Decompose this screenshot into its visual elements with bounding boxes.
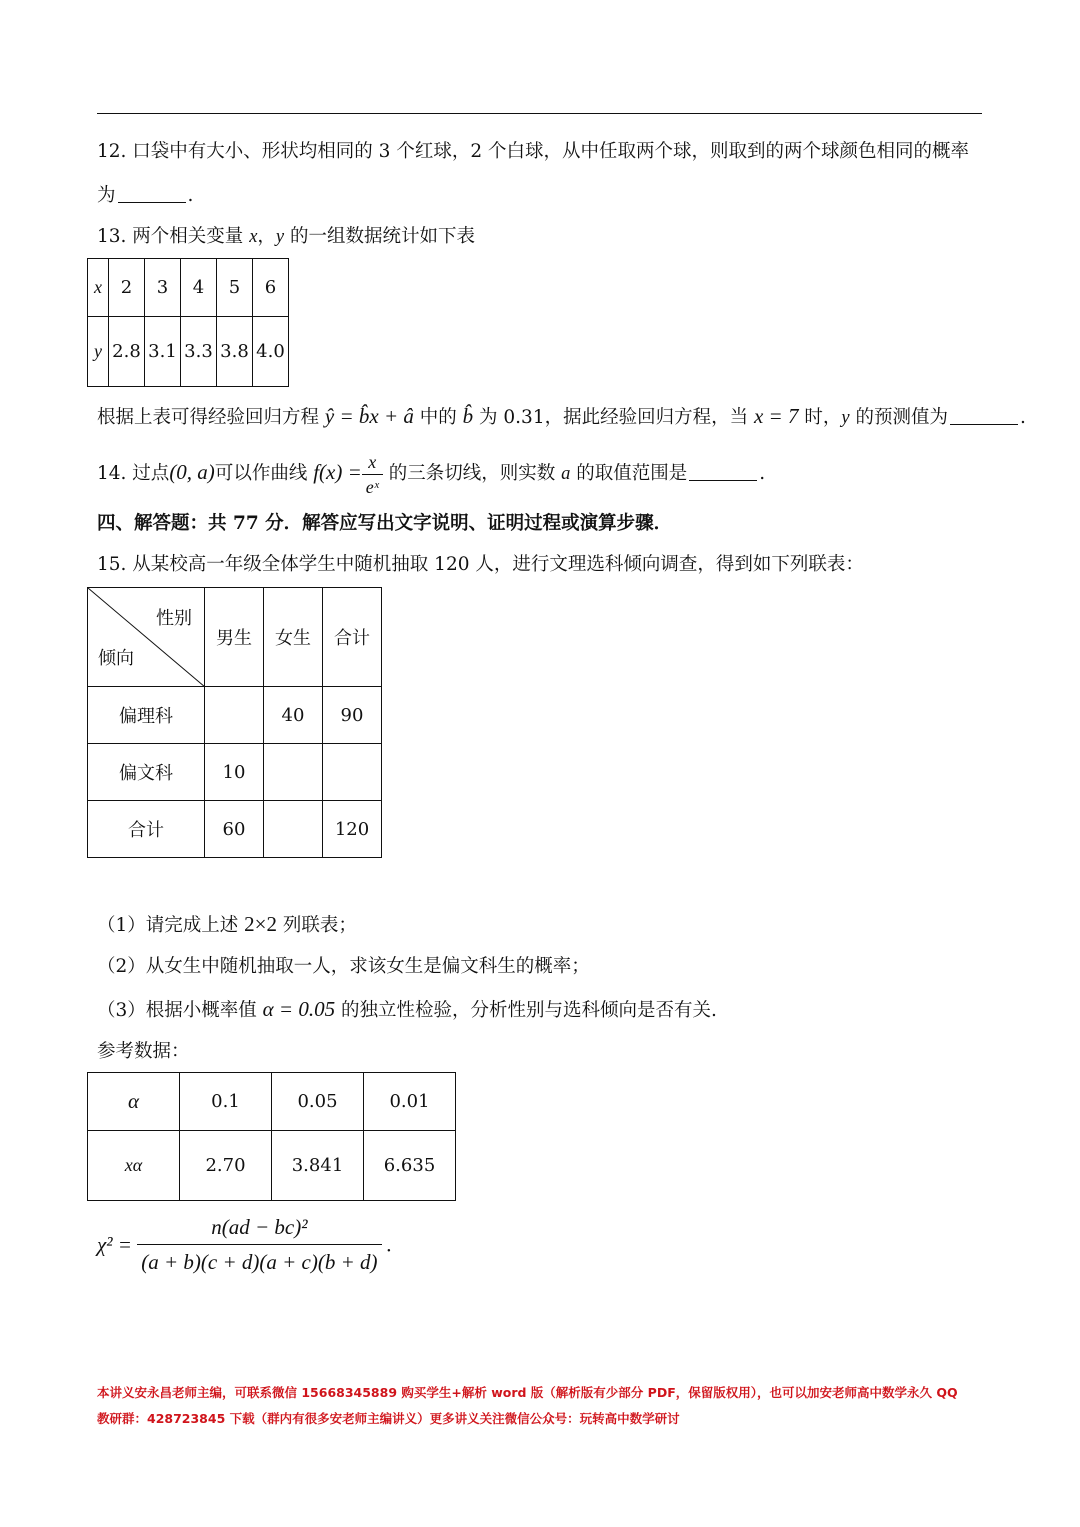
table-row-x xyxy=(88,259,289,317)
function-fraction xyxy=(362,452,383,497)
chi-square-formula xyxy=(97,1212,392,1277)
reference-table xyxy=(87,1072,456,1201)
table-cell: y xyxy=(88,317,109,387)
q13-text: 根据上表可得经验回归方程 xyxy=(97,407,325,428)
table-cell: 10 xyxy=(205,744,264,801)
sub1-text: 列联表； xyxy=(277,915,357,936)
regression-equation: ŷ = b̂x + â xyxy=(324,404,414,428)
table-row xyxy=(88,687,382,744)
q13-text: 中的 xyxy=(413,407,463,428)
reference-label: 参考数据： xyxy=(97,1041,190,1062)
q13-text: 的预测值为 xyxy=(849,407,948,428)
table-cell: 3.8 xyxy=(217,317,253,387)
table-row-y xyxy=(88,317,289,387)
q13-data-table xyxy=(87,258,289,387)
table-corner-cell xyxy=(88,588,205,687)
q14-question xyxy=(97,450,765,497)
table-cell: 2 xyxy=(109,259,145,317)
table-cell: 90 xyxy=(323,687,382,744)
row-label: 偏文科 xyxy=(88,744,205,801)
sub3-text: （3）根据小概率值 xyxy=(97,1000,263,1021)
answer-blank xyxy=(950,406,1018,425)
footer-line1: 本讲义安永昌老师主编，可联系微信 15668345889 购买学生+解析 word 版（解析版有少部分 PDF，保留版权用），也可以加安老师高中数学永久 QQ xyxy=(97,1385,958,1400)
q13-text: 为 0.31，据此经验回归方程，当 xyxy=(473,407,754,428)
header-rule xyxy=(97,113,982,114)
table-cell: 6 xyxy=(253,259,289,317)
table-cell: 3.1 xyxy=(145,317,181,387)
q13-intro xyxy=(97,225,475,249)
corner-label-top: 性别 xyxy=(156,608,192,629)
alpha-value: α = 0.05 xyxy=(262,997,336,1021)
table-cell: 5 xyxy=(217,259,253,317)
row-label: 合计 xyxy=(88,801,205,858)
table-cell xyxy=(205,687,264,744)
table-row xyxy=(88,744,382,801)
table-cell: 0.05 xyxy=(272,1073,364,1131)
q14-text: 14. 过点 xyxy=(97,463,170,484)
table-cell: 0.01 xyxy=(364,1073,456,1131)
formula-lhs: χ² = xyxy=(97,1232,132,1257)
table-cell: 4.0 xyxy=(253,317,289,387)
table-header-row xyxy=(88,588,382,687)
q13-intro-rest: 的一组数据统计如下表 xyxy=(284,226,476,247)
var-x: x xyxy=(249,227,258,247)
sub1-text: （1）请完成上述 xyxy=(97,915,245,936)
q15-intro: 15. 从某校高一年级全体学生中随机抽取 120 人，进行文理选科倾向调查，得到如下列联表： xyxy=(97,554,864,575)
row-label: 偏理科 xyxy=(88,687,205,744)
table-cell xyxy=(323,744,382,801)
table-row-alpha xyxy=(88,1073,456,1131)
table-cell: xα xyxy=(88,1131,180,1201)
fraction-denominator: eˣ xyxy=(362,474,383,497)
table-cell: 2.70 xyxy=(180,1131,272,1201)
table-cell xyxy=(264,801,323,858)
table-header: 女生 xyxy=(264,588,323,687)
q13-text: 时， xyxy=(798,407,842,428)
table-header: 合计 xyxy=(323,588,382,687)
diagonal-line xyxy=(88,588,205,687)
answer-blank xyxy=(118,184,186,203)
table-cell xyxy=(264,744,323,801)
sub3-text: 的独立性检验，分析性别与选科倾向是否有关. xyxy=(335,1000,717,1021)
formula-denominator: (a + b)(c + d)(a + c)(b + d) xyxy=(137,1244,381,1277)
section-heading: 四、解答题：共 77 分．解答应写出文字说明、证明过程或演算步骤． xyxy=(97,513,673,534)
q12-suffix: . xyxy=(187,185,194,206)
q15-sub1 xyxy=(97,912,357,938)
table-cell: 0.1 xyxy=(180,1073,272,1131)
table-cell: 2.8 xyxy=(109,317,145,387)
table-row-x-alpha xyxy=(88,1131,456,1201)
q13-end: . xyxy=(1019,407,1026,428)
q12-line1: 12. 口袋中有大小、形状均相同的 3 个红球，2 个白球，从中任取两个球，则取到的两个球颜色相同的概率 xyxy=(97,141,969,162)
formula-end: . xyxy=(386,1232,392,1257)
point: (0, a) xyxy=(169,460,215,484)
q13-question xyxy=(97,404,1026,430)
q12-line2 xyxy=(97,184,193,208)
var-y: y xyxy=(275,227,285,247)
var-a: a xyxy=(561,464,571,484)
footer-line2: 教研群：428723845 下载（群内有很多安老师主编讲义）更多讲义关注微信公众号：玩转高中数学研讨 xyxy=(97,1411,680,1426)
table-cell: 3 xyxy=(145,259,181,317)
q12-prefix: 为 xyxy=(97,185,116,206)
formula-numerator: n(ad − bc)² xyxy=(211,1215,308,1239)
table-cell: x xyxy=(88,259,109,317)
table-cell: 4 xyxy=(181,259,217,317)
table-cell: 120 xyxy=(323,801,382,858)
q14-text: 的三条切线，则实数 xyxy=(382,463,562,484)
q14-text: 的取值范围是 xyxy=(570,463,688,484)
function-lhs: f(x) = xyxy=(313,460,362,484)
sep: ， xyxy=(257,226,276,247)
table-cell: 6.635 xyxy=(364,1131,456,1201)
q14-end: . xyxy=(759,463,766,484)
condition: x = 7 xyxy=(753,404,799,428)
b-hat: b̂ xyxy=(462,404,474,428)
formula-fraction xyxy=(137,1212,381,1277)
table-cell: 3.3 xyxy=(181,317,217,387)
q15-sub2: （2）从女生中随机抽取一人，求该女生是偏文科生的概率； xyxy=(97,956,590,977)
table-cell: 60 xyxy=(205,801,264,858)
q13-number: 13. 两个相关变量 xyxy=(97,226,250,247)
table-header: 男生 xyxy=(205,588,264,687)
var-y: y xyxy=(841,408,850,428)
table-cell: 3.841 xyxy=(272,1131,364,1201)
table-cell: 40 xyxy=(264,687,323,744)
q14-text: 可以作曲线 xyxy=(214,463,314,484)
sub1-math: 2×2 xyxy=(244,912,277,936)
fraction-numerator: x xyxy=(368,451,377,472)
table-cell: α xyxy=(88,1073,180,1131)
contingency-table xyxy=(87,587,382,858)
q15-sub3 xyxy=(97,997,717,1023)
answer-blank xyxy=(689,462,757,481)
table-row xyxy=(88,801,382,858)
corner-label-bottom: 倾向 xyxy=(98,648,134,669)
